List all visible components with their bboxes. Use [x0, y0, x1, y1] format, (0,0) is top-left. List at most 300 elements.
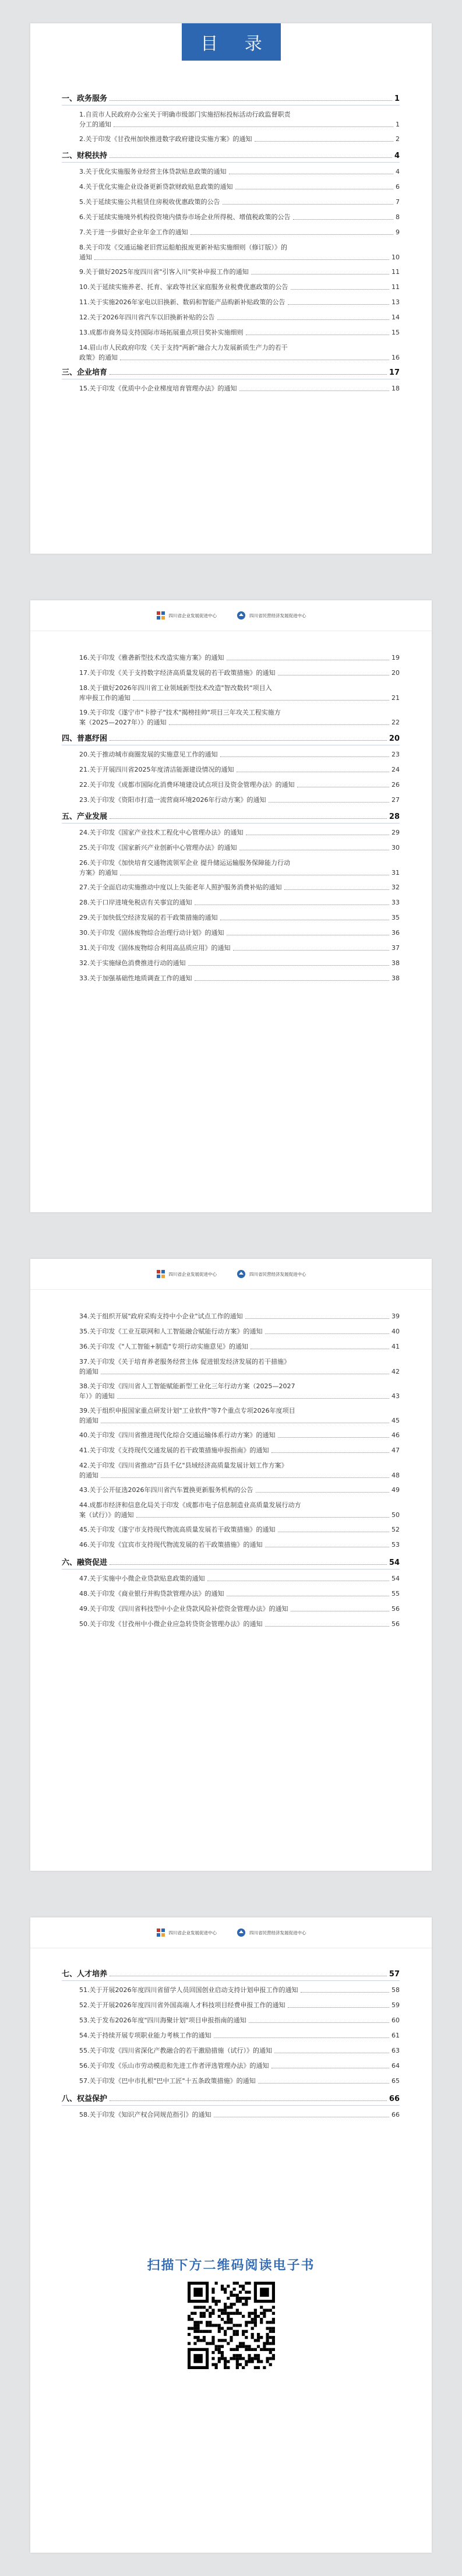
toc-item[interactable]: [79, 1619, 400, 1629]
page-number: 1: [394, 94, 400, 103]
page-number: 7: [396, 198, 400, 206]
center-logo-icon: [237, 1928, 246, 1937]
toc-line: [79, 943, 400, 953]
toc-item[interactable]: [79, 668, 400, 678]
toc-item[interactable]: [79, 1985, 400, 1995]
dot-leader: [101, 1477, 389, 1478]
item-title: 的通知: [79, 1472, 98, 1479]
page-number: 61: [392, 2032, 400, 2039]
item-title: 44.成都市经济和信息化局关于印发《成都市电子信息制造业高质量发展行动方: [79, 1501, 301, 1509]
toc-item[interactable]: [79, 297, 400, 307]
dot-leader: [251, 274, 389, 275]
logo-left-text: 四川省企业发展促进中心: [168, 613, 217, 618]
toc-item[interactable]: [79, 1326, 400, 1336]
toc-line: [62, 811, 400, 821]
toc-item[interactable]: [79, 1589, 400, 1599]
item-title: 35.关于印发《工业互联网和人工智能融合赋能行动方案》的通知: [79, 1328, 263, 1335]
page-number: 36: [392, 929, 400, 937]
toc-line: [79, 1619, 400, 1629]
page-number: 1: [396, 121, 400, 128]
toc-section[interactable]: [62, 2093, 400, 2103]
toc-section[interactable]: [62, 1557, 400, 1567]
page-number: 8: [396, 213, 400, 221]
section-divider: [62, 162, 400, 163]
center-logo-icon: [156, 1269, 165, 1279]
page-number: 4: [396, 168, 400, 175]
toc-line: [79, 1342, 400, 1352]
item-title: 53.关于发布2026年度"四川海聚计划"项目申报指南的通知: [79, 2017, 246, 2024]
dot-leader: [94, 259, 389, 260]
toc-section[interactable]: [62, 93, 400, 103]
item-title: 50.关于印发《甘孜州中小微企业应急转贷资金管理办法》的通知: [79, 1620, 263, 1628]
toc-item[interactable]: [79, 1500, 400, 1520]
toc-line: [79, 383, 400, 393]
item-title: 库申报工作的通知: [79, 694, 131, 702]
page-number: 48: [392, 1472, 400, 1479]
toc-line: [79, 843, 400, 853]
page-number: 26: [392, 781, 400, 789]
page-number: 38: [392, 974, 400, 982]
toc-line: [79, 110, 400, 119]
item-title: 的通知: [79, 1417, 98, 1424]
item-title: 24.关于印发《国家产业技术工程化中心管理办法》的通知: [79, 829, 244, 836]
item-title: 26.关于印发《加快培育交通物流领军企业 提升储运运输服务保障能力行动: [79, 859, 290, 867]
page-number: 56: [392, 1605, 400, 1613]
toc-line: [79, 252, 400, 262]
toc-line: [79, 2110, 400, 2120]
section-title: 五、产业发展: [62, 812, 108, 821]
section-divider: [62, 1980, 400, 1981]
page-number: 47: [392, 1447, 400, 1454]
toc-line: [79, 1604, 400, 1614]
toc-line: [79, 1326, 400, 1336]
page-header: [30, 600, 432, 631]
toc-item[interactable]: [79, 267, 400, 277]
toc-item[interactable]: [79, 2030, 400, 2040]
qr-code-icon[interactable]: [188, 2282, 275, 2369]
toc-line: [62, 2093, 400, 2103]
dot-leader: [110, 1564, 387, 1565]
dot-leader: [136, 1517, 390, 1518]
toc-line: [79, 1311, 400, 1321]
toc-item[interactable]: [79, 328, 400, 337]
page-number: 60: [392, 2017, 400, 2024]
page-number: 49: [392, 1486, 400, 1494]
toc-line: [79, 1445, 400, 1455]
item-title: 18.关于做好2026年四川省工业领域新型技术改造"智改数转"项目入: [79, 684, 272, 692]
dot-leader: [110, 157, 392, 158]
item-title: 40.关于印发《四川省推进现代化综合交通运输体系行动方案》的通知: [79, 1431, 276, 1439]
toc-item[interactable]: [79, 1525, 400, 1535]
toc-item[interactable]: [79, 653, 400, 663]
toc-item[interactable]: [79, 1445, 400, 1455]
item-title: 20.关于推动城市商圈发展的实施意见工作的通知: [79, 751, 218, 758]
toc-item[interactable]: [79, 182, 400, 192]
logo-left: [156, 1928, 217, 1937]
item-title: 通知: [79, 254, 92, 261]
page-number: 54: [389, 1558, 400, 1567]
toc-section[interactable]: [62, 1969, 400, 1979]
section-title: 七、人才培养: [62, 1970, 108, 1979]
toc-item[interactable]: [79, 2061, 400, 2071]
dot-leader: [110, 2100, 387, 2101]
dot-leader: [293, 219, 394, 220]
page-number: 4: [394, 152, 400, 160]
item-title: 33.关于加强基础性地质调查工作的通知: [79, 974, 192, 982]
dot-leader: [214, 2037, 390, 2038]
item-title: 4.关于优化实施企业设备更新贷款财政贴息政策的通知: [79, 183, 233, 191]
center-logo-icon: [237, 611, 246, 620]
toc-item[interactable]: [79, 958, 400, 968]
toc-line: [79, 212, 400, 222]
page-number: 29: [392, 829, 400, 836]
dot-leader: [271, 1452, 390, 1453]
toc-item[interactable]: [79, 242, 400, 262]
page-number: 65: [392, 2077, 400, 2085]
item-title: 1.自贡市人民政府办公室关于明确市级部门实施招标投标活动行政监督职责: [79, 111, 291, 118]
toc-line: [79, 2015, 400, 2025]
toc-page-2: [30, 600, 432, 1212]
toc-item[interactable]: [79, 795, 400, 805]
toc-item[interactable]: [79, 312, 400, 322]
item-title: 55.关于印发《四川省深化产教融合的若干激励措施（试行）》的通知: [79, 2047, 272, 2054]
toc-line: [79, 1367, 400, 1377]
page-number: 41: [392, 1343, 400, 1350]
section-title: 二、财税扶持: [62, 152, 108, 160]
dot-leader: [195, 980, 390, 981]
logo-left: [156, 1269, 217, 1279]
item-title: 年）》的通知: [79, 1392, 115, 1400]
page-number: 31: [392, 869, 400, 877]
page-number: 10: [392, 254, 400, 261]
toc-line: [62, 1969, 400, 1979]
item-title: 的通知: [79, 1368, 98, 1375]
toc-item[interactable]: [79, 167, 400, 177]
section-title: 四、普惠纾困: [62, 734, 108, 743]
toc-item[interactable]: [79, 2076, 400, 2086]
toc-item[interactable]: [79, 2046, 400, 2056]
page-number: 9: [396, 228, 400, 236]
page-number: 24: [392, 766, 400, 773]
toc-line: [79, 297, 400, 307]
item-title: 8.关于印发《交通运输老旧营运船舶报废更新补贴实施细则（修订版）》的: [79, 244, 287, 251]
section-divider: [62, 823, 400, 824]
item-title: 案（试行）》的通知: [79, 1511, 134, 1519]
toc-item[interactable]: [79, 383, 400, 393]
toc-item[interactable]: [79, 110, 400, 129]
page-number: 53: [392, 1541, 400, 1549]
toc-section[interactable]: [62, 811, 400, 821]
toc-line: [79, 1510, 400, 1520]
toc-line: [79, 312, 400, 322]
page-number: 30: [392, 844, 400, 851]
item-title: 10.关于延续实施养老、托育、家政等社区家庭服务业税费优惠政策的公告: [79, 283, 288, 291]
toc-item[interactable]: [79, 943, 400, 953]
toc-item[interactable]: [79, 858, 400, 878]
toc-line: [79, 717, 400, 727]
toc-item[interactable]: [79, 973, 400, 983]
item-title: 16.关于印发《雅砻新型技术改造实施方案》的通知: [79, 654, 224, 661]
page-number: 52: [392, 1526, 400, 1533]
dot-leader: [249, 2022, 389, 2023]
page-number: 39: [392, 1312, 400, 1320]
toc-item[interactable]: [79, 197, 400, 207]
toc-line: [79, 795, 400, 805]
toc-line: [79, 1574, 400, 1583]
toc-item[interactable]: [79, 343, 400, 363]
item-title: 51.关于开展2026年度四川省留学人员回国创业启动支持计划申报工作的通知: [79, 1986, 298, 1994]
section-title: 三、企业培育: [62, 368, 108, 377]
toc-line: [79, 765, 400, 775]
toc-line: [79, 1406, 400, 1416]
toc-line: [79, 282, 400, 292]
dot-leader: [110, 740, 387, 741]
item-title: 52.关于开展2026年度四川省外国高端人才科技项目经费申报工作的通知: [79, 2001, 285, 2009]
dot-leader: [288, 304, 390, 305]
dot-leader: [278, 1437, 390, 1438]
toc-item[interactable]: [79, 780, 400, 790]
toc-item[interactable]: [79, 683, 400, 703]
page-number: 33: [392, 899, 400, 906]
item-title: 34.关于组织开展"政府采购支持中小企业"试点工作的通知: [79, 1312, 243, 1320]
toc-line: [79, 353, 400, 363]
toc-line: [79, 119, 400, 129]
page-number: 46: [392, 1431, 400, 1439]
toc-page-4: [30, 1917, 432, 2553]
item-title: 36.关于印发《"人工智能+制造"专项行动实施意见》的通知: [79, 1343, 248, 1350]
dot-leader: [291, 289, 390, 290]
page-number: 18: [392, 385, 400, 392]
toc-line: [79, 1589, 400, 1599]
toc-item[interactable]: [79, 1311, 400, 1321]
dot-leader: [133, 700, 389, 701]
page-number: 21: [392, 694, 400, 702]
toc-line: [79, 2046, 400, 2056]
toc-item[interactable]: [79, 882, 400, 892]
toc-line: [62, 367, 400, 377]
item-title: 31.关于印发《固体废物综合利用高品质应用》的通知: [79, 944, 231, 952]
toc-section[interactable]: [62, 733, 400, 743]
page-number: 2: [396, 135, 400, 143]
toc-item[interactable]: [79, 2000, 400, 2010]
item-title: 57.关于印发《巴中市扎根"巴中工匠"十五条政策措施》的通知: [79, 2077, 256, 2085]
toc-line: [79, 653, 400, 663]
toc-section[interactable]: [62, 150, 400, 160]
dot-leader: [258, 2083, 389, 2084]
toc-line: [79, 693, 400, 703]
dot-leader: [239, 390, 390, 391]
toc-section[interactable]: [62, 367, 400, 377]
page-number: 55: [392, 1590, 400, 1597]
toc-line: [79, 1525, 400, 1535]
toc-item[interactable]: [79, 765, 400, 775]
dot-leader: [256, 1492, 390, 1493]
item-title: 29.关于加快低空经济发展的若干政策措施的通知: [79, 914, 218, 921]
item-title: 25.关于印发《国家新兴产业创新中心管理办法》的通知: [79, 844, 237, 851]
page-number: 35: [392, 914, 400, 921]
toc-line: [79, 868, 400, 878]
toc-item[interactable]: [79, 913, 400, 923]
page-number: 64: [392, 2062, 400, 2070]
toc-item[interactable]: [79, 212, 400, 222]
toc-line: [62, 150, 400, 160]
toc-line: [79, 1461, 400, 1470]
page-number: 66: [389, 2095, 400, 2103]
toc-item[interactable]: [79, 1342, 400, 1352]
dot-leader: [233, 950, 390, 951]
toc-line: [79, 267, 400, 277]
toc-item[interactable]: [79, 898, 400, 907]
page-number: 14: [392, 314, 400, 321]
item-title: 39.关于组织申报国家重点研发计划"工业软件"等7个重点专项2026年度项目: [79, 1407, 295, 1414]
toc-line: [79, 1381, 400, 1391]
item-title: 9.关于做好2025年度四川省"引客入川"奖补申报工作的通知: [79, 268, 249, 276]
page-number: 15: [392, 329, 400, 336]
dot-leader: [223, 204, 394, 205]
toc-line: [79, 2061, 400, 2071]
item-title: 7.关于进一步做好企业年金工作的通知: [79, 228, 188, 236]
toc-line: [79, 858, 400, 868]
page-header: [30, 1917, 432, 1948]
page-number: 20: [392, 669, 400, 677]
page-number: 63: [392, 2047, 400, 2054]
logo-right: [237, 1269, 306, 1279]
toc-item[interactable]: [79, 1381, 400, 1401]
item-title: 45.关于印发《遂宁市支持现代物流高质量发展若干政策措施》的通知: [79, 1526, 276, 1533]
item-title: 32.关于实施绿色消费推进行动的通知: [79, 959, 186, 967]
toc-title-banner: 目 录: [182, 23, 281, 61]
logo-right-text: 四川省民营经济发展促进中心: [249, 1271, 306, 1277]
toc-line: [79, 898, 400, 907]
item-title: 37.关于印发《关于培育养老服务经营主体 促进银发经济发展的若干措施》: [79, 1358, 290, 1366]
toc-line: [79, 708, 400, 717]
toc-item[interactable]: [79, 1540, 400, 1550]
toc-item[interactable]: [79, 134, 400, 144]
item-title: 21.关于开展四川省2025年度清洁能源建设情况的通知: [79, 766, 234, 773]
toc-line: [79, 1430, 400, 1440]
dot-leader: [114, 126, 393, 127]
toc-line: [79, 134, 400, 144]
logo-left-text: 四川省企业发展促进中心: [168, 1930, 217, 1935]
page-number: 66: [392, 2111, 400, 2118]
toc-item[interactable]: [79, 1461, 400, 1480]
item-title: 30.关于印发《固体废物综合治理行动计划》的通知: [79, 929, 224, 937]
page-number: 23: [392, 751, 400, 758]
item-title: 48.关于印发《商业银行并购贷款管理办法》的通知: [79, 1590, 224, 1597]
item-title: 6.关于延续实施境外机构投资境内债券市场企业所得税、增值税政策的公告: [79, 213, 291, 221]
dot-leader: [191, 234, 394, 235]
dot-leader: [265, 1333, 390, 1334]
page-number: 20: [389, 734, 400, 743]
center-logo-icon: [156, 1928, 165, 1937]
page-header: [30, 1259, 432, 1290]
page-number: 43: [392, 1392, 400, 1400]
page-number: 22: [392, 719, 400, 726]
center-logo-icon: [156, 611, 165, 620]
toc-item[interactable]: [79, 1485, 400, 1495]
toc-line: [79, 1416, 400, 1426]
dot-leader: [269, 802, 390, 803]
toc-line: [62, 1557, 400, 1567]
dot-leader: [110, 100, 392, 101]
item-title: 47.关于实施中小微企业贷款贴息政策的通知: [79, 1575, 205, 1582]
toc-item[interactable]: [79, 928, 400, 938]
dot-leader: [110, 818, 387, 819]
logo-left: [156, 611, 217, 620]
toc-item[interactable]: [79, 708, 400, 727]
dot-leader: [288, 2007, 390, 2008]
toc-line: [79, 2030, 400, 2040]
item-title: 政策》的通知: [79, 354, 118, 361]
toc-line: [79, 1485, 400, 1495]
item-title: 5.关于延续实施公共租赁住房税收优惠政策的公告: [79, 198, 220, 206]
page-number: 57: [389, 1970, 400, 1979]
toc-line: [79, 242, 400, 252]
toc-item[interactable]: [79, 1357, 400, 1377]
toc-line: [79, 182, 400, 192]
item-title: 27.关于全面启动实施推动中度以上失能老年人照护服务消费补贴的通知: [79, 884, 282, 891]
toc-line: [79, 1470, 400, 1480]
item-title: 方案》的通知: [79, 869, 118, 877]
logo-right: [237, 611, 306, 620]
item-title: 13.成都市商务局支持国际市场拓展重点项目奖补实施细则: [79, 329, 244, 336]
toc-line: [79, 1540, 400, 1550]
item-title: 56.关于印发《乐山市劳动模范和先进工作者评选管理办法》的通知: [79, 2062, 269, 2070]
page-number: 40: [392, 1328, 400, 1335]
qr-caption: 扫描下方二维码阅读电子书: [147, 2258, 315, 2273]
toc-line: [79, 928, 400, 938]
toc-item[interactable]: [79, 1574, 400, 1583]
toc-line: [79, 1985, 400, 1995]
toc-line: [79, 1500, 400, 1510]
section-title: 八、权益保护: [62, 2095, 108, 2103]
toc-item[interactable]: [79, 1604, 400, 1614]
toc-item[interactable]: [79, 227, 400, 237]
logo-right-text: 四川省民营经济发展促进中心: [249, 613, 306, 618]
dot-leader: [245, 1318, 389, 1319]
toc-item[interactable]: [79, 1406, 400, 1426]
toc-item[interactable]: [79, 282, 400, 292]
toc-line: [79, 683, 400, 693]
toc-item[interactable]: [79, 843, 400, 853]
toc-item[interactable]: [79, 828, 400, 837]
item-title: 43.关于公开征选2026年四川省汽车置换更新服务机构的公告: [79, 1486, 253, 1494]
toc-line: [79, 958, 400, 968]
section-title: 一、政务服务: [62, 94, 108, 103]
item-title: 14.眉山市人民政府印发《关于支持"两新"融合大力发展新质生产力的若干: [79, 344, 288, 351]
dot-leader: [110, 374, 387, 375]
page-number: 54: [392, 1575, 400, 1582]
toc-item[interactable]: [79, 749, 400, 759]
page-number: 11: [392, 268, 400, 276]
page-number: 13: [392, 298, 400, 306]
toc-line: [79, 227, 400, 237]
item-title: 2.关于印发《甘孜州加快推进数字政府建设实施方案》的通知: [79, 135, 252, 143]
toc-line: [62, 93, 400, 103]
page-number: 17: [389, 368, 400, 377]
item-title: 分工的通知: [79, 121, 111, 128]
section-title: 六、融资促进: [62, 1558, 108, 1567]
logo-left-text: 四川省企业发展促进中心: [168, 1271, 217, 1277]
toc-item[interactable]: [79, 2015, 400, 2025]
toc-line: [62, 733, 400, 743]
toc-item[interactable]: [79, 2110, 400, 2120]
dot-leader: [220, 756, 390, 757]
toc-item[interactable]: [79, 1430, 400, 1440]
toc-line: [79, 197, 400, 207]
toc-page-3: [30, 1259, 432, 1871]
toc-line: [79, 780, 400, 790]
